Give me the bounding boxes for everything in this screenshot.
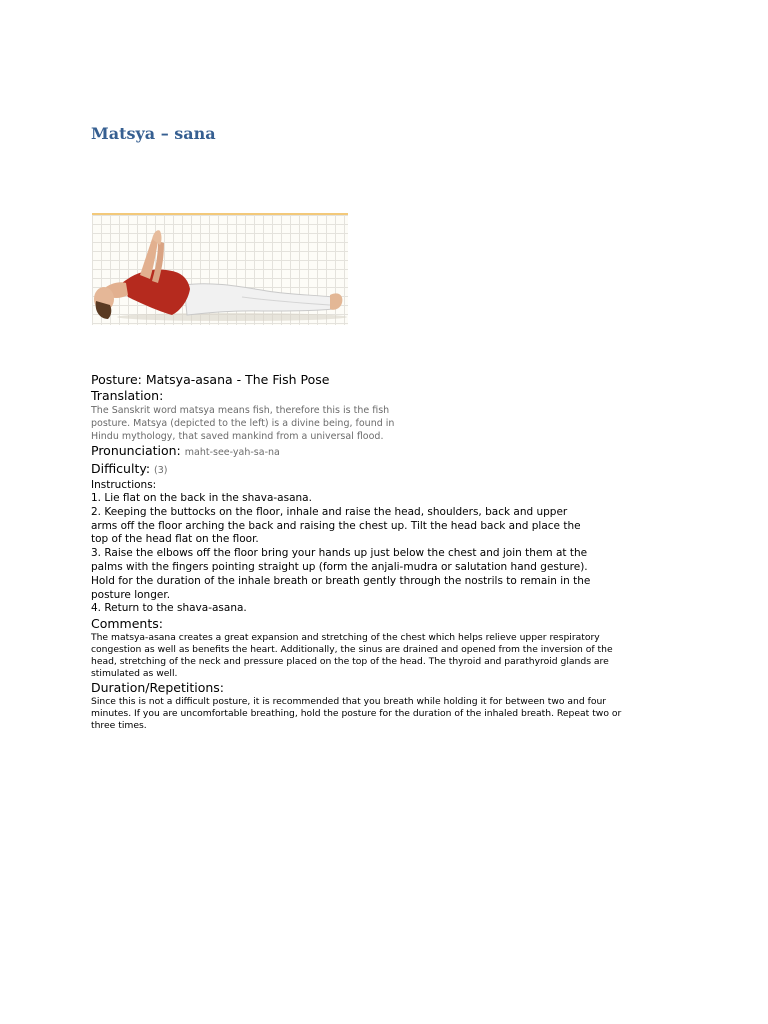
instruction-step: 1. Lie flat on the back in the shava-asana. (91, 492, 312, 504)
translation-label: Translation: (91, 388, 164, 403)
instructions-list (91, 492, 631, 616)
instruction-step: 3. Raise the elbows off the floor bring your hands up just below the chest and join them at the palms with the fingers pointing straight up (form the anjali-mudra or salutation hand gesture). Hold for the duration of the inhale breath or breath gently through the nostrils to remain in the posture longer. (91, 547, 591, 601)
comments-label: Comments: (91, 616, 163, 632)
fish-pose-photo (92, 213, 348, 325)
difficulty-value: (3) (154, 465, 168, 476)
fish-pose-illustration (92, 215, 348, 325)
pronunciation-label: Pronunciation: (91, 443, 181, 458)
difficulty-label: Difficulty: (91, 461, 151, 476)
duration-text: Since this is not a difficult posture, it is recommended that you breath while holding it for between two and four minutes. If you are uncomfortable breathing, hold the posture for the duration of the inhaled breath. Repeat two or three times. (91, 696, 622, 732)
pose-details (91, 372, 631, 732)
pronunciation-line (91, 443, 631, 461)
pronunciation-value: maht-see-yah-sa-na (184, 447, 280, 458)
instructions-label: Instructions: (91, 479, 157, 491)
duration-label: Duration/Repetitions: (91, 680, 224, 696)
comments-text: The matsya-asana creates a great expansion and stretching of the chest which helps relieve upper respiratory congestion as well as benefits the heart. Additionally, the sinus are drained and opened from the inversion of the head, stretching of the neck and pressure placed on the top of the head. The thyroid and parathyroid glands are stimulated as well. (91, 632, 613, 680)
instruction-step: 2. Keeping the buttocks on the floor, inhale and raise the head, shoulders, back and upper arms off the floor arching the back and raising the chest up. Tilt the head back and place the top of the head flat on the floor. (91, 505, 581, 546)
page-title: Matsya – sana (91, 124, 216, 143)
difficulty-line (91, 461, 631, 479)
instruction-step: 4. Return to the shava-asana. (91, 602, 247, 615)
posture-heading: Posture: Matsya-asana - The Fish Pose (91, 372, 330, 387)
translation-text: The Sanskrit word matsya means fish, therefore this is the fish posture. Matsya (depicted to the left) is a divine being, found in Hindu mythology, that saved mankind from a universal flood. (91, 405, 395, 442)
